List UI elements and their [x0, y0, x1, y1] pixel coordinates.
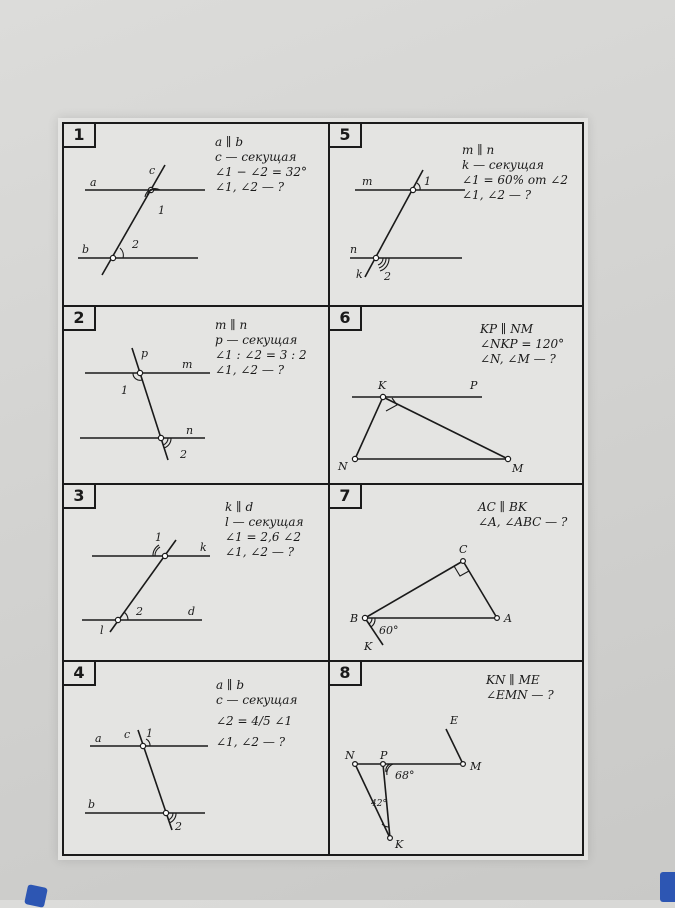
condition-line: ∠1, ∠2 — ?: [215, 180, 285, 194]
condition-line: m ∥ n: [215, 318, 248, 332]
figure-5: [350, 170, 465, 283]
problem-number-4: 4: [64, 662, 96, 686]
condition-line: ∠1 = 60% от ∠2: [462, 173, 568, 187]
angle-label-1: 1: [146, 727, 153, 740]
condition-line: ∠1 − ∠2 = 32°: [215, 165, 308, 179]
condition-line: a ∥ b: [215, 135, 244, 149]
angle-label-2: 2: [136, 605, 143, 618]
figure-3: [82, 531, 210, 637]
label-n: n: [186, 424, 194, 437]
label-c: c: [124, 728, 131, 741]
label-K: K: [378, 379, 387, 392]
label-c: c: [149, 164, 156, 177]
condition-line: k — секущая: [462, 158, 544, 172]
label-l: l: [100, 624, 104, 637]
label-P: P: [470, 379, 478, 392]
condition-line: KN ∥ ME: [486, 673, 540, 687]
condition-line: ∠A, ∠ABC — ?: [478, 515, 568, 529]
angle-label-42: 42°: [371, 799, 387, 809]
angle-label-1: 1: [121, 384, 128, 397]
angle-label-2: 2: [384, 270, 391, 283]
label-E: E: [450, 714, 459, 727]
condition-line: a ∥ b: [216, 678, 245, 692]
label-k: k: [356, 268, 363, 281]
label-B: B: [350, 612, 359, 625]
condition-line: m ∥ n: [462, 143, 495, 157]
condition-line: ∠N, ∠M — ?: [480, 352, 556, 366]
angle-label-1: 1: [155, 531, 162, 544]
label-N: N: [338, 460, 348, 473]
condition-line: ∠1, ∠2 — ?: [216, 735, 286, 749]
problem-number-2: 2: [64, 307, 96, 331]
label-k: k: [200, 541, 207, 554]
condition-line: ∠2 = 4/5 ∠1: [216, 714, 293, 728]
condition-line: ∠NKP = 120°: [480, 337, 565, 351]
angle-label-68: 68°: [395, 769, 415, 782]
label-m: m: [362, 175, 373, 188]
label-M: M: [470, 760, 482, 773]
label-a: a: [90, 176, 97, 189]
condition-line: l — секущая: [225, 515, 304, 529]
label-b: b: [82, 243, 90, 256]
problem-number-5: 5: [330, 124, 362, 148]
label-M: M: [512, 462, 524, 475]
label-A: A: [504, 612, 512, 625]
blue-clip-left: [24, 884, 48, 908]
label-d: d: [188, 605, 196, 618]
condition-line: ∠EMN — ?: [486, 688, 554, 702]
problem-number-6: 6: [330, 307, 362, 331]
condition-line: ∠1, ∠2 — ?: [225, 545, 295, 559]
label-P: P: [380, 749, 388, 762]
angle-label-1: 1: [158, 204, 165, 217]
condition-line: ∠1, ∠2 — ?: [462, 188, 532, 202]
figure-7: [349, 543, 512, 653]
problem-number-7: 7: [330, 485, 362, 509]
condition-line: ∠1 = 2,6 ∠2: [225, 530, 301, 544]
label-K: K: [395, 838, 404, 851]
figure-8: [344, 714, 482, 851]
figure-1: [78, 164, 205, 275]
problem-number-3: 3: [64, 485, 96, 509]
angle-label-60: 60°: [379, 624, 399, 637]
condition-line: ∠1, ∠2 — ?: [215, 363, 285, 377]
figure-4: [85, 727, 208, 833]
condition-line: p — секущая: [215, 333, 298, 347]
blue-clip-right: [660, 872, 675, 902]
angle-label-2: 2: [180, 448, 187, 461]
label-N: N: [345, 749, 355, 762]
angle-label-2: 2: [175, 820, 182, 833]
label-b: b: [88, 798, 96, 811]
label-m: m: [182, 358, 193, 371]
angle-label-1: 1: [424, 175, 431, 188]
problem-number-8: 8: [330, 662, 362, 686]
problem-number-1: 1: [64, 124, 96, 148]
angle-label-2: 2: [132, 238, 139, 251]
label-p: p: [141, 347, 149, 360]
condition-line: c — секущая: [215, 150, 297, 164]
condition-line: k ∥ d: [225, 500, 254, 514]
condition-line: AC ∥ BK: [478, 500, 527, 514]
label-C: C: [459, 543, 468, 556]
condition-line: c — секущая: [216, 693, 298, 707]
condition-line: ∠1 : ∠2 = 3 : 2: [215, 348, 307, 362]
label-a: a: [95, 732, 102, 745]
condition-line: KP ∥ NM: [480, 322, 533, 336]
label-n: n: [350, 243, 358, 256]
label-K: K: [364, 640, 373, 653]
figure-6: [337, 379, 524, 475]
figure-2: [80, 347, 210, 461]
